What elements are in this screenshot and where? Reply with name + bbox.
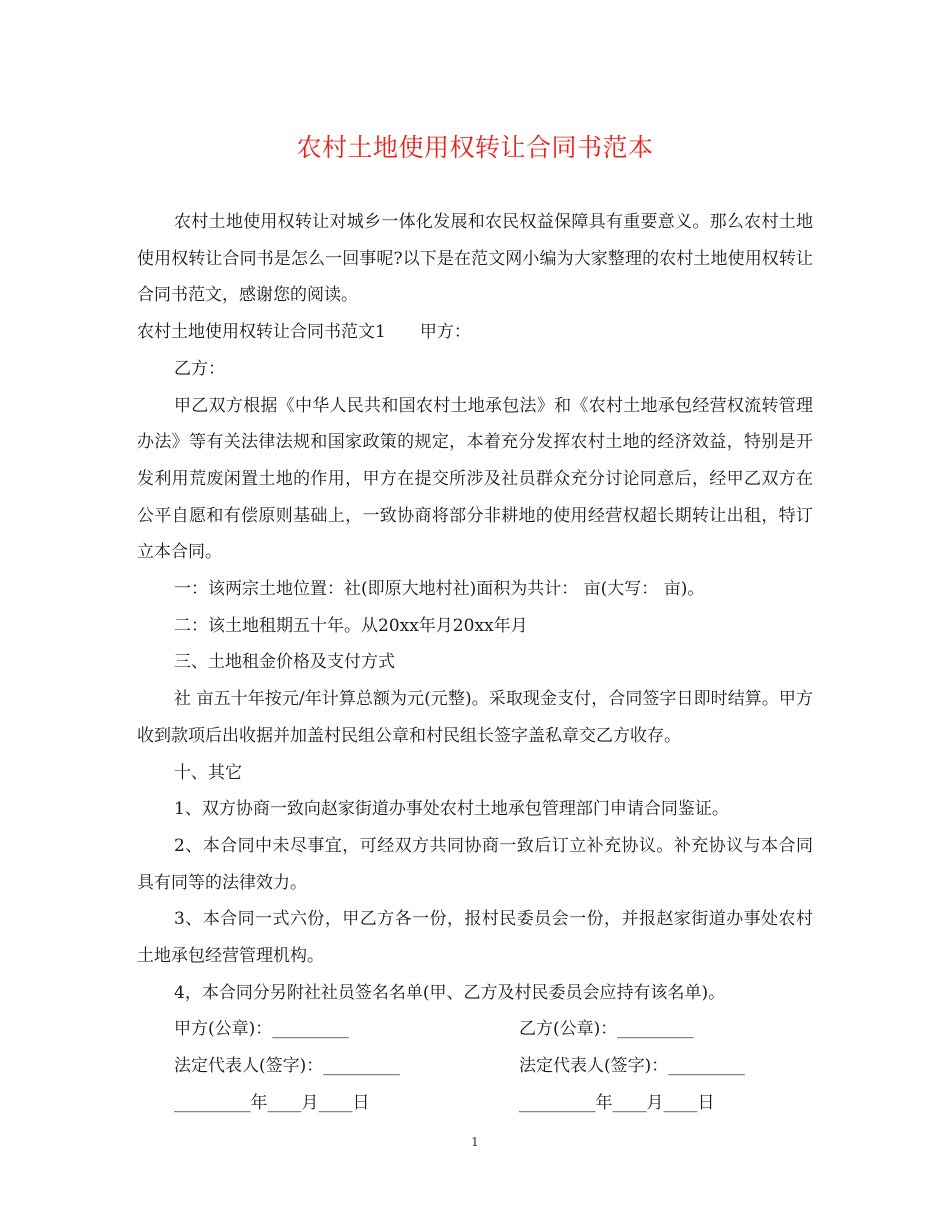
clause-term: 二：该土地租期五十年。从20xx年月20xx年月 [174, 615, 528, 636]
signature-row-date [137, 1085, 813, 1122]
clause-location: 一：该两宗土地位置：社(即原大地村社)面积为共计： 亩(大写： 亩)。 [174, 579, 705, 600]
clause-other-3: 3、本合同一式六份，甲乙方各一份，报村民委员会一份，并报赵家街道办事处农村土地承包经营管理机构。 [137, 909, 813, 967]
section-heading-line [137, 314, 813, 351]
party-b-seal-field: 乙方(公章)：_________ [519, 1019, 694, 1040]
signature-row-seal [137, 1011, 813, 1048]
document-body [137, 204, 813, 1122]
party-b-representative-field: 法定代表人(签字)：_________ [519, 1056, 745, 1077]
clause-other-4: 4，本合同分另附社社员签名名单(甲、乙方及村民委员会应持有该名单)。 [174, 982, 726, 1003]
intro-paragraph: 农村土地使用权转让对城乡一体化发展和农民权益保障具有重要意义。那么农村土地使用权转让合同书是怎么一回事呢?以下是在范文网小编为大家整理的农村土地使用权转让合同书范文，感谢您的阅读。 [137, 212, 813, 306]
party-a-representative-field: 法定代表人(签字)：_________ [174, 1056, 400, 1077]
party-b-label: 乙方： [174, 358, 225, 379]
page-number: 1 [471, 1135, 479, 1149]
party-a-seal-field: 甲方(公章)：_________ [174, 1019, 349, 1040]
preamble-paragraph: 甲乙双方根据《中华人民共和国农村土地承包法》和《农村土地承包经营权流转管理办法》等有关法律法规和国家政策的规定，本着充分发挥农村土地的经济效益，特别是开发利用荒废闲置土地的作用，甲方在提交所涉及社员群众充分讨论同意后，经甲乙双方在公平自愿和有偿原则基础上，一致协商将部分非耕地的使用经营权超长期转让出租，特订立本合同。 [137, 395, 813, 563]
clause-other-heading: 十、其它 [174, 762, 242, 783]
clause-other-1: 1、双方协商一致向赵家街道办事处农村土地承包管理部门申请合同鉴证。 [174, 799, 729, 820]
party-b-date-field: _________年____月____日 [519, 1092, 715, 1113]
clause-payment-body: 社 亩五十年按元/年计算总额为元(元整)。采取现金支付，合同签字日即时结算。甲方收到款项后出收据并加盖村民组公章和村民组长签字盖私章交乙方收存。 [137, 689, 813, 746]
clause-payment-heading: 三、土地租金价格及支付方式 [174, 652, 395, 673]
clause-other-2: 2、本合同中未尽事宜，可经双方共同协商一致后订立补充协议。补充协议与本合同具有同等的法律效力。 [137, 835, 813, 893]
party-a-label: 甲方： [419, 322, 471, 343]
signature-row-representative [137, 1048, 813, 1085]
sample-heading: 农村土地使用权转让合同书范文1 [137, 322, 386, 343]
document-title: 农村土地使用权转让合同书范本 [296, 133, 654, 162]
party-a-date-field: _________年____月____日 [174, 1092, 370, 1113]
